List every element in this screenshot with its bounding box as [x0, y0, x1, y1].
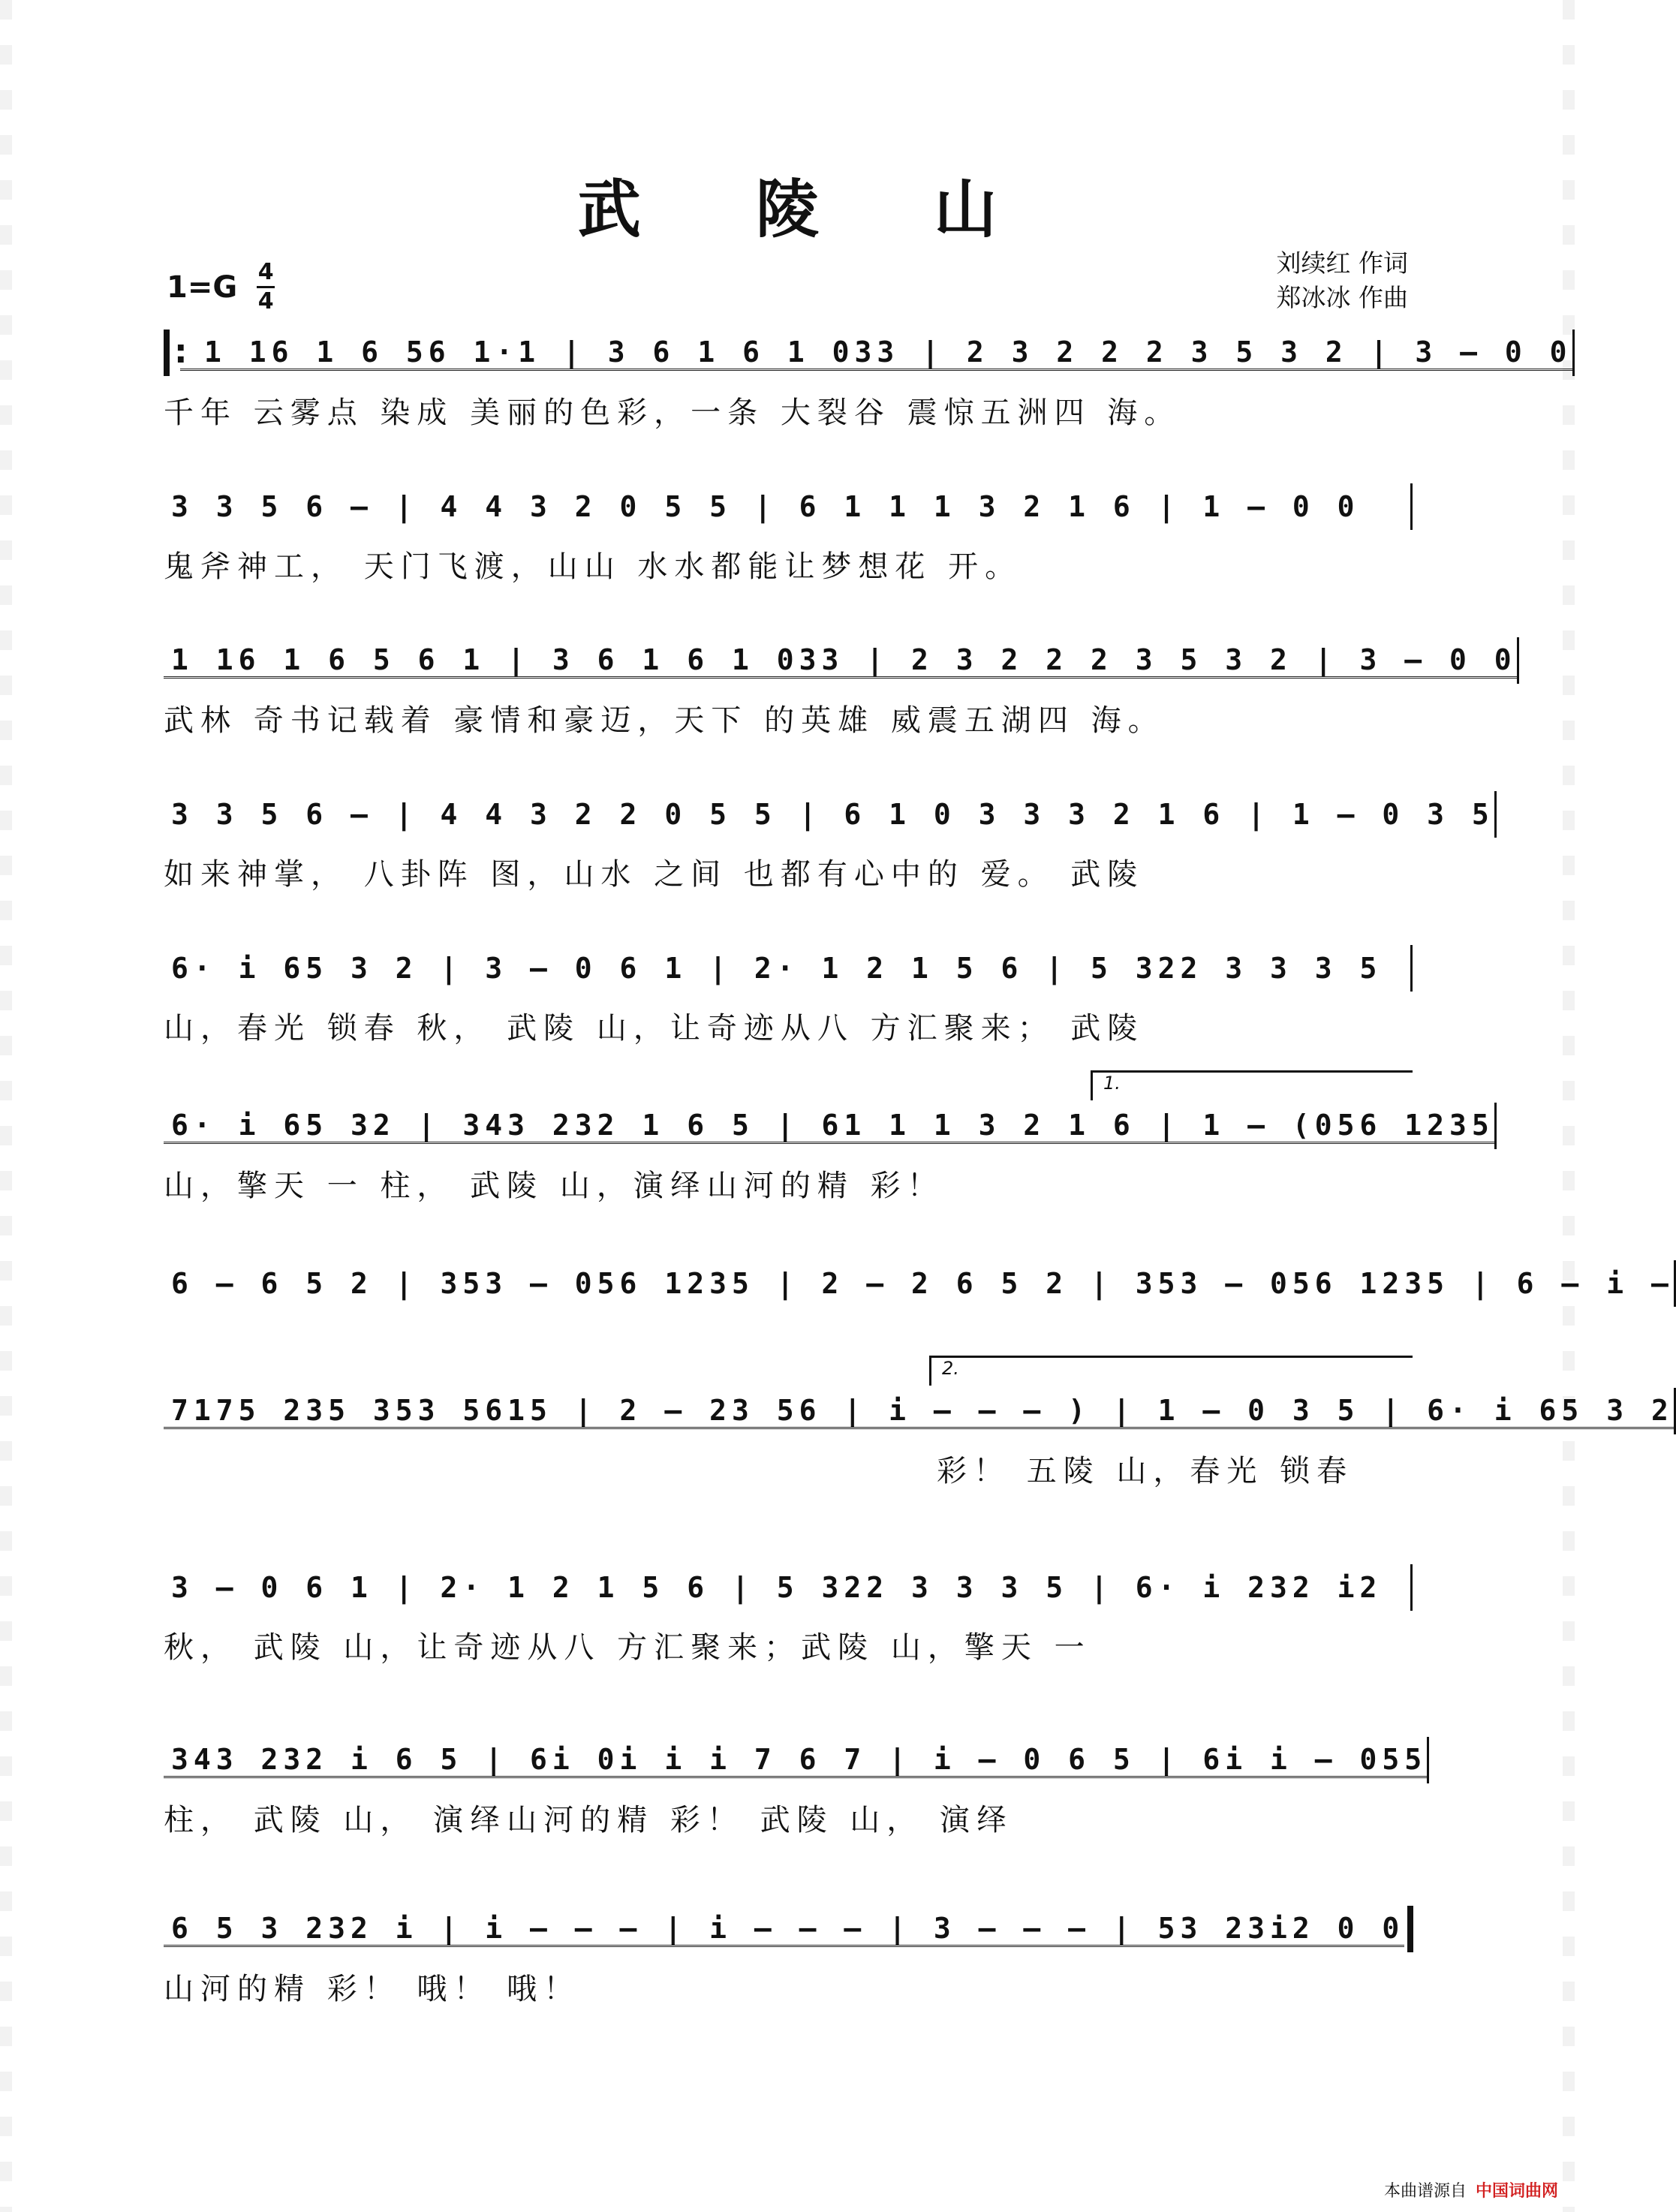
repeat-start-sign [164, 330, 170, 376]
melody-notes: 6 – 6 5 2 | 353 – 056 1235 | 2 – 2 6 5 2 | 353 – 056 1235 | 6 – i – [171, 1267, 1674, 1300]
melody-line [164, 1261, 1674, 1306]
lyrics-line: 山河的精 彩！ 哦！ 哦！ [164, 1972, 581, 2006]
melody-line [164, 330, 1572, 375]
composer-credit: 郑冰冰 作曲 [1276, 283, 1408, 312]
second-ending-bracket: 2. [929, 1356, 1413, 1386]
song-title: 武 陵 山 [577, 172, 1044, 246]
melody-notes: 3 – 0 6 1 | 2· 1 2 1 5 6 | 5 322 3 3 3 5 | 6· i 232 i2 [171, 1571, 1383, 1604]
barline [1410, 945, 1413, 992]
lyrics-line: 彩！ 五陵 山，春光 锁春 [937, 1454, 1354, 1488]
time-signature [257, 261, 275, 313]
barline [1572, 330, 1575, 376]
melody-notes: 343 232 i 6 5 | 6i 0i i i 7 6 7 | i – 0 6 5 | 6i i – 055 [164, 1743, 1427, 1778]
barline [1517, 637, 1519, 684]
melody-notes: 3 3 5 6 – | 4 4 3 2 2 0 5 5 | 6 1 0 3 3 3 2 1 6 | 1 – 0 3 5 [171, 798, 1494, 831]
barline [1674, 1388, 1676, 1434]
watermark-strip-left [0, 0, 12, 2212]
barline [1410, 483, 1413, 530]
time-numerator: 4 [257, 259, 274, 285]
footer-brand-link[interactable]: 中国词曲网 [1475, 2182, 1558, 2201]
lyricist-credit: 刘续红 作词 [1276, 248, 1408, 278]
melody-notes: 3 3 5 6 – | 4 4 3 2 0 5 5 | 6 1 1 1 3 2 1 6 | 1 – 0 0 [171, 490, 1360, 523]
key-label: 1=G [167, 269, 238, 305]
lyrics-line: 如来神掌， 八卦阵 图，山水 之间 也都有心中的 爱。 武陵 [164, 857, 1145, 892]
melody-line [164, 792, 1494, 837]
credits [1277, 246, 1409, 315]
melody-line [164, 946, 1413, 991]
melody-line [164, 1565, 1413, 1610]
melody-notes: 6· i 65 3 2 | 3 – 0 6 1 | 2· 1 2 1 5 6 | 5 322 3 3 3 5 [171, 952, 1383, 985]
lyrics-line: 武林 奇书记载着 豪情和豪迈，天下 的英雄 威震五湖四 海。 [164, 703, 1165, 738]
lyrics-line: 千年 云雾点 染成 美丽的色彩，一条 大裂谷 震惊五洲四 海。 [164, 396, 1181, 430]
melody-notes: 7175 235 353 5615 | 2 – 23 56 | i – – – ) | 1 – 0 3 5 | 6· i 65 3 2 [164, 1394, 1674, 1429]
melody-line [164, 484, 1413, 529]
key-signature [167, 261, 275, 313]
melody-line [164, 1907, 1413, 1952]
melody-line [164, 1389, 1674, 1434]
barline [1410, 1564, 1413, 1611]
melody-notes: 6· i 65 32 | 343 232 1 6 5 | 61 1 1 3 2 1 6 | 1 – (056 1235 [164, 1109, 1494, 1144]
melody-line [164, 1103, 1494, 1148]
lyrics-line: 柱， 武陵 山， 演绎山河的精 彩！ 武陵 山， 演绎 [164, 1803, 1014, 1837]
barline [1494, 1103, 1497, 1149]
barline [1674, 1260, 1676, 1307]
lyrics-line: 山，擎天 一 柱， 武陵 山，演绎山河的精 彩！ [164, 1169, 944, 1203]
melody-notes: 1 16 1 6 5 6 1 | 3 6 1 6 1 033 | 2 3 2 2 2 3 5 3 2 | 3 – 0 0 [164, 643, 1517, 679]
time-denominator: 4 [257, 288, 274, 314]
final-barline [1407, 1906, 1413, 1952]
melody-notes: 6 5 3 232 i | i – – – | i – – – | 3 – – – | 53 23i2 0 0 [164, 1912, 1404, 1947]
footer-source-text: 本曲谱源自 [1383, 2182, 1467, 2201]
melody-line [164, 638, 1517, 683]
lyrics-line: 山，春光 锁春 秋， 武陵 山，让奇迹从八 方汇聚来； 武陵 [164, 1011, 1145, 1046]
melody-line [164, 1738, 1428, 1783]
barline [1494, 791, 1497, 838]
barline [1427, 1737, 1429, 1783]
melody-notes: 1 16 1 6 56 1·1 | 3 6 1 6 1 033 | 2 3 2 2 2 3 5 3 2 | 3 – 0 0 [180, 336, 1572, 371]
first-ending-bracket: 1. [1091, 1070, 1413, 1100]
lyrics-line: 秋， 武陵 山，让奇迹从八 方汇聚来；武陵 山，擎天 一 [164, 1630, 1091, 1665]
source-footer [1384, 2178, 1558, 2201]
lyrics-line: 鬼斧神工， 天门飞渡，山山 水水都能让梦想花 开。 [164, 549, 1022, 584]
